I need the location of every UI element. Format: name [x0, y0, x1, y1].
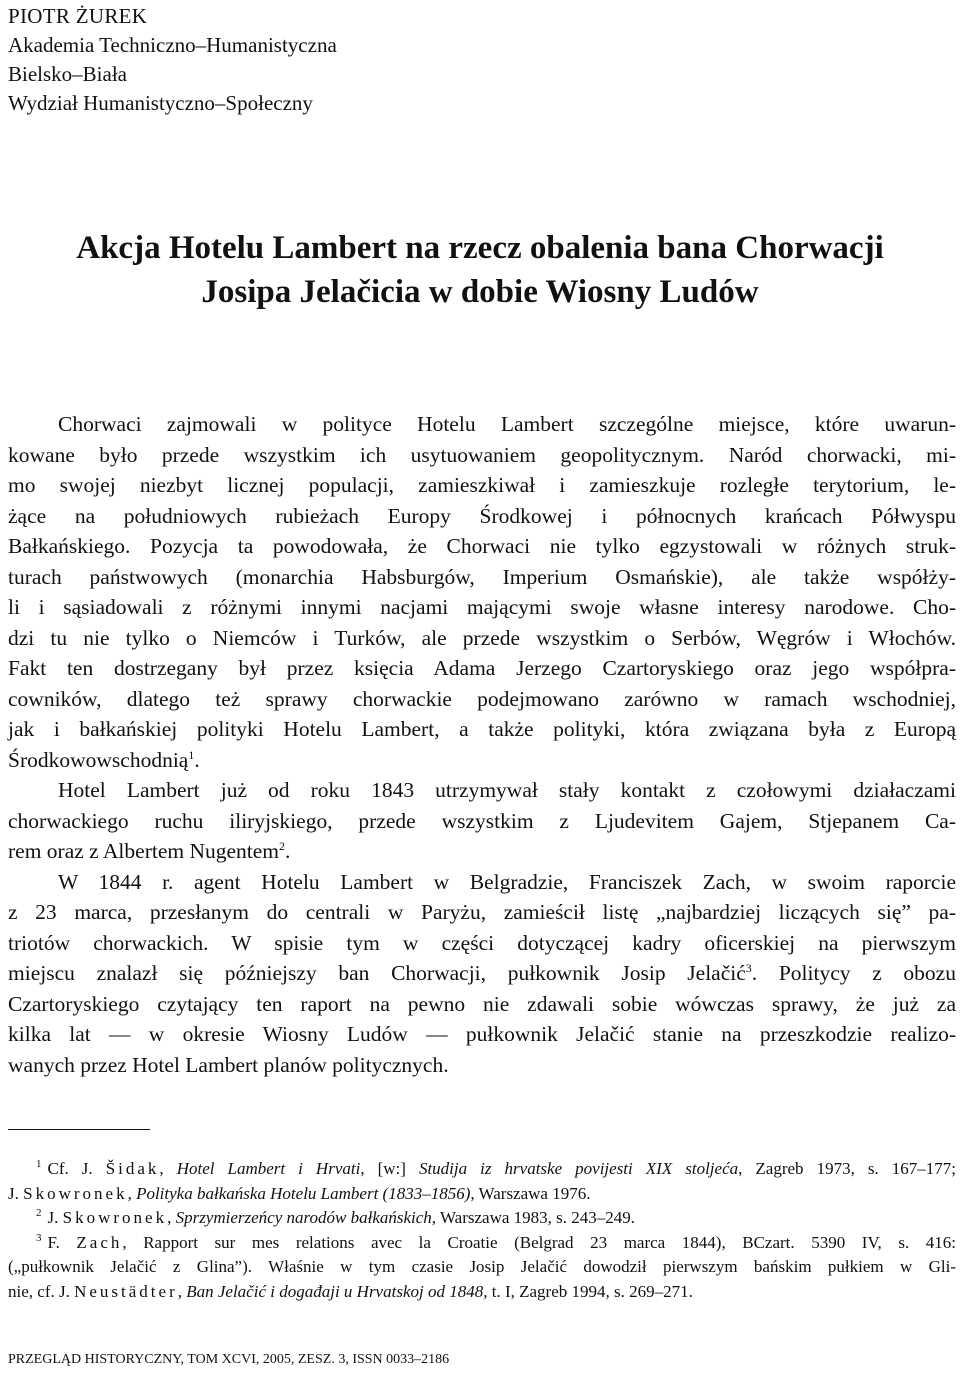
footnote-1: [8, 1157, 956, 1182]
footnote-number: 3: [36, 1231, 42, 1244]
body-line: jak i bałkańskiej polityki Hotelu Lambert, a także polityki, która związana była z Europą: [8, 717, 956, 741]
body-text-span: .: [285, 839, 291, 863]
journal-footer: PRZEGLĄD HISTORYCZNY, TOM XCVI, 2005, ZESZ. 3, ISSN 0033–2186: [8, 1352, 450, 1367]
body-line: mo swojej niezbyt licznej populacji, zamieszkiwał i zamieszkuje rozległe terytorium, le-: [8, 473, 956, 497]
footnote-1-cont: [8, 1182, 956, 1207]
footnote-text: , Warszawa 1976.: [470, 1183, 591, 1203]
footnote-3-cont: („pułkownik Jelačić z Glina”). Właśnie w tym czasie Josip Jelačić dowodził pierwszym bańskim pułkiem w Gli-: [8, 1257, 956, 1276]
body-line: triotów chorwackich. W spisie tym w części dotyczącej kadry oficerskiej na pierwszym: [8, 930, 956, 955]
footnote-author: Zach: [76, 1232, 123, 1252]
body-line: Chorwaci zajmowali w polityce Hotelu Lambert szczególne miejsce, które uwarun-: [58, 412, 956, 436]
body-line: Bałkańskiego. Pozycja ta powodowała, że Chorwaci nie tylko egzystowali w różnych struk-: [8, 534, 956, 558]
footnote-number: 1: [36, 1158, 42, 1171]
footnote-ref[interactable]: 1: [188, 747, 195, 762]
footnote-author: Neustädter: [74, 1281, 178, 1301]
footnote-title: Ban Jelačić i događaji u Hrvatskoj od 1848: [186, 1281, 484, 1301]
article-body: [8, 409, 956, 1080]
footnote-text: , t. I, Zagreb 1994, s. 269–271.: [483, 1281, 693, 1301]
body-text-span: miejscu znalazł się późniejszy ban Chorwacji, pułkownik Josip Jelačić: [8, 961, 746, 985]
body-line: z 23 marca, przesłanym do centrali w Paryżu, zamieścił listę „najbardziej liczących się” pa-: [8, 900, 956, 924]
footnote-text: ,: [159, 1159, 177, 1178]
footnote-text: , Warszawa 1983, s. 243–249.: [431, 1208, 636, 1227]
body-line: Czartoryskiego czytający ten raport na pewno nie zdawali sobie wówczas sprawy, że już za: [8, 991, 956, 1016]
author-city: Bielsko–Biała: [8, 62, 127, 86]
footnote-title: Polityka bałkańska Hotelu Lambert (1833–1856): [136, 1183, 471, 1203]
footnote-divider: [8, 1129, 150, 1130]
footnote-source: Studija iz hrvatske povijesti XIX stoljeća: [418, 1159, 739, 1178]
article-title-line-1: Akcja Hotelu Lambert na rzecz obalenia bana Chorwacji: [76, 230, 884, 266]
footnote-text: , Zagreb 1973, s. 167–177;: [738, 1159, 956, 1178]
body-line: kowane było przede wszystkim ich usytuowaniem geopolitycznym. Naród chorwacki, mi-: [8, 442, 956, 467]
author-name: PIOTR ŻUREK: [8, 4, 148, 28]
footnote-text: F.: [47, 1232, 77, 1252]
body-line: chorwackiego ruchu iliryjskiego, przede wszystkim z Ljudevitem Gajem, Stjepanem Ca-: [8, 808, 956, 833]
author-block: [8, 2, 337, 118]
body-line: Fakt ten dostrzegany był przez księcia Adama Jerzego Czartoryskiego oraz jego współpra-: [8, 656, 956, 680]
body-line: Hotel Lambert już od roku 1843 utrzymywał stały kontakt z czołowymi działaczami: [58, 778, 956, 802]
author-department: Wydział Humanistyczno–Społeczny: [8, 91, 313, 115]
body-line: [8, 836, 956, 867]
footnote-title: Hotel Lambert i Hrvati: [176, 1159, 361, 1178]
footnote-2: [8, 1206, 956, 1231]
body-line: turach państwowych (monarchia Habsburgów, Imperium Osmańskie), ale także współży-: [8, 564, 956, 589]
body-text-span: Środkowowschodnią: [8, 747, 189, 772]
footnote-text: ,: [167, 1208, 176, 1227]
footnote-text: J.: [8, 1183, 24, 1203]
footnote-author: Šidak: [105, 1159, 160, 1178]
footnotes: [8, 1157, 956, 1304]
footnote-text: Cf. J.: [47, 1159, 106, 1178]
body-text-span: .: [194, 747, 200, 772]
footnote-text: J.: [47, 1208, 63, 1227]
footnote-title: Sprzymierzeńcy narodów bałkańskich: [175, 1208, 432, 1227]
body-line: [8, 745, 956, 776]
body-text-span: . Politycy z obozu: [751, 961, 956, 985]
body-line: wanych przez Hotel Lambert planów politycznych.: [8, 1052, 449, 1077]
footnote-ref[interactable]: 2: [279, 838, 286, 853]
body-line: dzi tu nie tylko o Niemców i Turków, ale przede wszystkim o Serbów, Węgrów i Włochów.: [8, 625, 956, 650]
footnote-text: , [w:]: [360, 1159, 419, 1178]
article-title: [0, 226, 960, 314]
footnote-text: ,: [177, 1281, 187, 1301]
body-line: [8, 958, 956, 989]
footnote-3: [8, 1231, 956, 1256]
footnote-3-cont: [8, 1280, 956, 1305]
body-line: W 1844 r. agent Hotelu Lambert w Belgradzie, Franciszek Zach, w swoim raporcie: [58, 869, 956, 894]
body-text-span: rem oraz z Albertem Nugentem: [8, 839, 280, 863]
footnote-text: nie, cf. J.: [8, 1281, 75, 1301]
author-institution: Akademia Techniczno–Humanistyczna: [8, 33, 337, 57]
article-title-line-2: Josipa Jelačicia w dobie Wiosny Ludów: [201, 274, 759, 310]
body-line: li i sąsiadowali z różnymi innymi nacjami mającymi swoje własne interesy narodowe. Cho-: [8, 595, 956, 619]
footnote-text: , Rapport sur mes relations avec la Croatie (Belgrad 23 marca 1844), BCzart. 5390 IV, s. 416:: [122, 1232, 957, 1252]
footnote-number: 2: [36, 1207, 42, 1220]
footnote-author: Skowronek: [23, 1183, 128, 1203]
footnote-ref[interactable]: 3: [745, 960, 752, 975]
footnote-text: ,: [127, 1183, 137, 1203]
footnote-author: Skowronek: [62, 1208, 168, 1227]
body-line: żące na południowych rubieżach Europy Środkowej i północnych krańcach Półwyspu: [8, 503, 956, 528]
body-line: cowników, dlatego też sprawy chorwackie podejmowano zarówno w ramach wschodniej,: [8, 686, 956, 711]
body-line: kilka lat — w okresie Wiosny Ludów — pułkownik Jelačić stanie na przeszkodzie realizo-: [8, 1022, 956, 1046]
